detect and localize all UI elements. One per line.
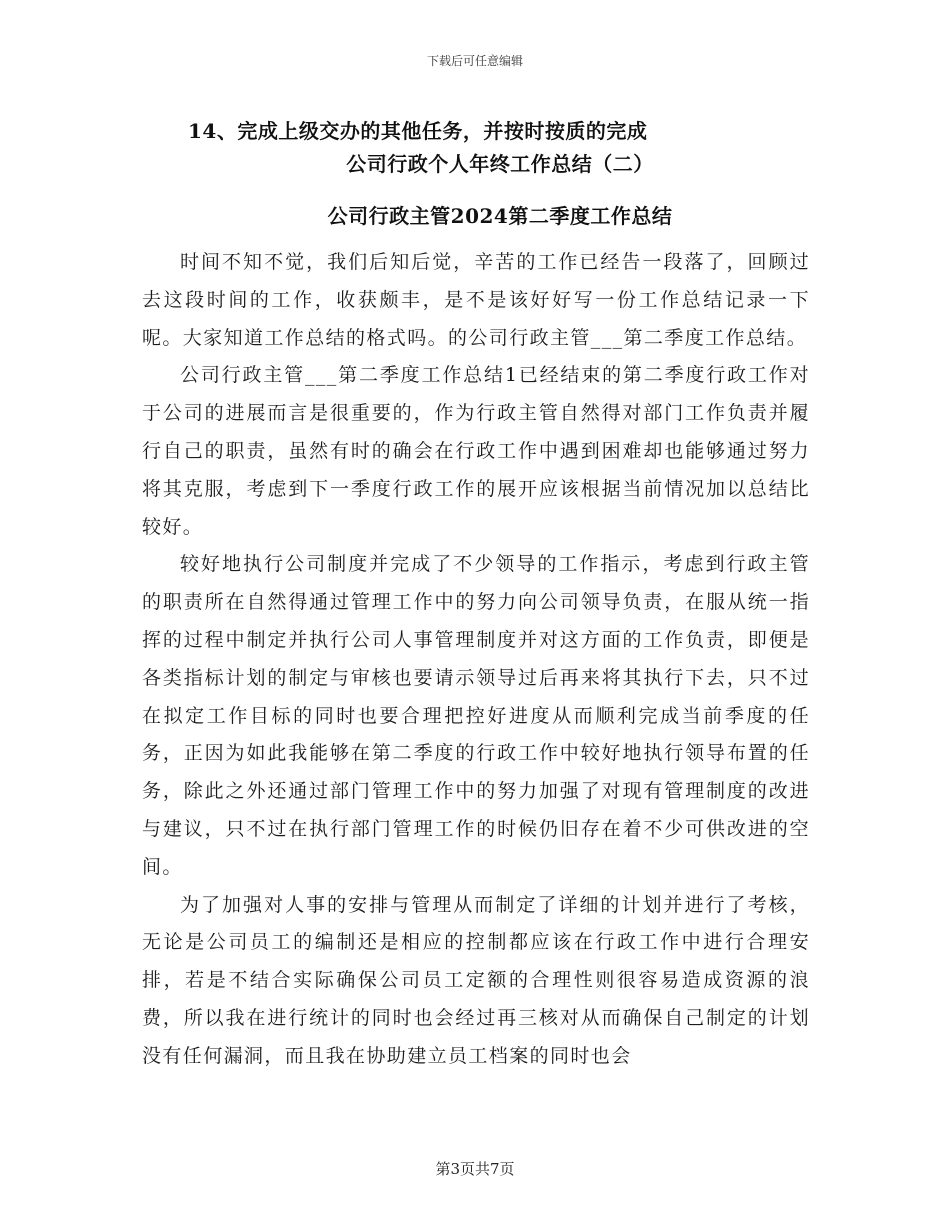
- paragraph: 为了加强对人事的安排与管理从而制定了详细的计划并进行了考核，无论是公司员工的编制还是相应的控制都应该在行政工作中进行合理安排，若是不结合实际确保公司员工定额的合理性则很容易造成资源的浪费，所以我在进行统计的同时也会经过再三核对从而确保自己制定的计划没有任何漏洞，而且我在协助建立员工档案的同时也会: [142, 893, 810, 1067]
- paragraph: 时间不知不觉，我们后知后觉，辛苦的工作已经告一段落了，回顾过去这段时间的工作，收获颇丰，是不是该好好写一份工作总结记录一下呢。大家知道工作总结的格式吗。的公司行政主管___第二季度工作总结。: [142, 251, 810, 349]
- paragraph: 较好地执行公司制度并完成了不少领导的工作指示，考虑到行政主管的职责所在自然得通过管理工作中的努力向公司领导负责，在服从统一指挥的过程中制定并执行公司人事管理制度并对这方面的工作负责，即便是各类指标计划的制定与审核也要请示领导过后再来将其执行下去，只不过在拟定工作目标的同时也要合理把控好进度从而顺利完成当前季度的任务，正因为如此我能够在第二季度的行政工作中较好地执行领导布置的任务，除此之外还通过部门管理工作中的努力加强了对现有管理制度的改进与建议，只不过在执行部门管理工作的时候仍旧存在着不少可供改进的空间。: [142, 553, 810, 878]
- document-title: 公司行政主管2024第二季度工作总结: [327, 204, 673, 228]
- page-number: 第3页共7页: [435, 1160, 515, 1178]
- section-title: 公司行政个人年终工作总结（二）: [346, 152, 654, 176]
- paragraph: 公司行政主管___第二季度工作总结1已经结束的第二季度行政工作对于公司的进展而言是很重要的，作为行政主管自然得对部门工作负责并履行自己的职责，虽然有时的确会在行政工作中遇到困难却也能够通过努力将其克服，考虑到下一季度行政工作的展开应该根据当前情况加以总结比较好。: [142, 364, 810, 538]
- header-note: 下载后可任意编辑: [426, 54, 523, 68]
- body-text: [142, 244, 810, 1076]
- task-item-heading: 14、完成上级交办的其他任务，并按时按质的完成: [188, 119, 648, 143]
